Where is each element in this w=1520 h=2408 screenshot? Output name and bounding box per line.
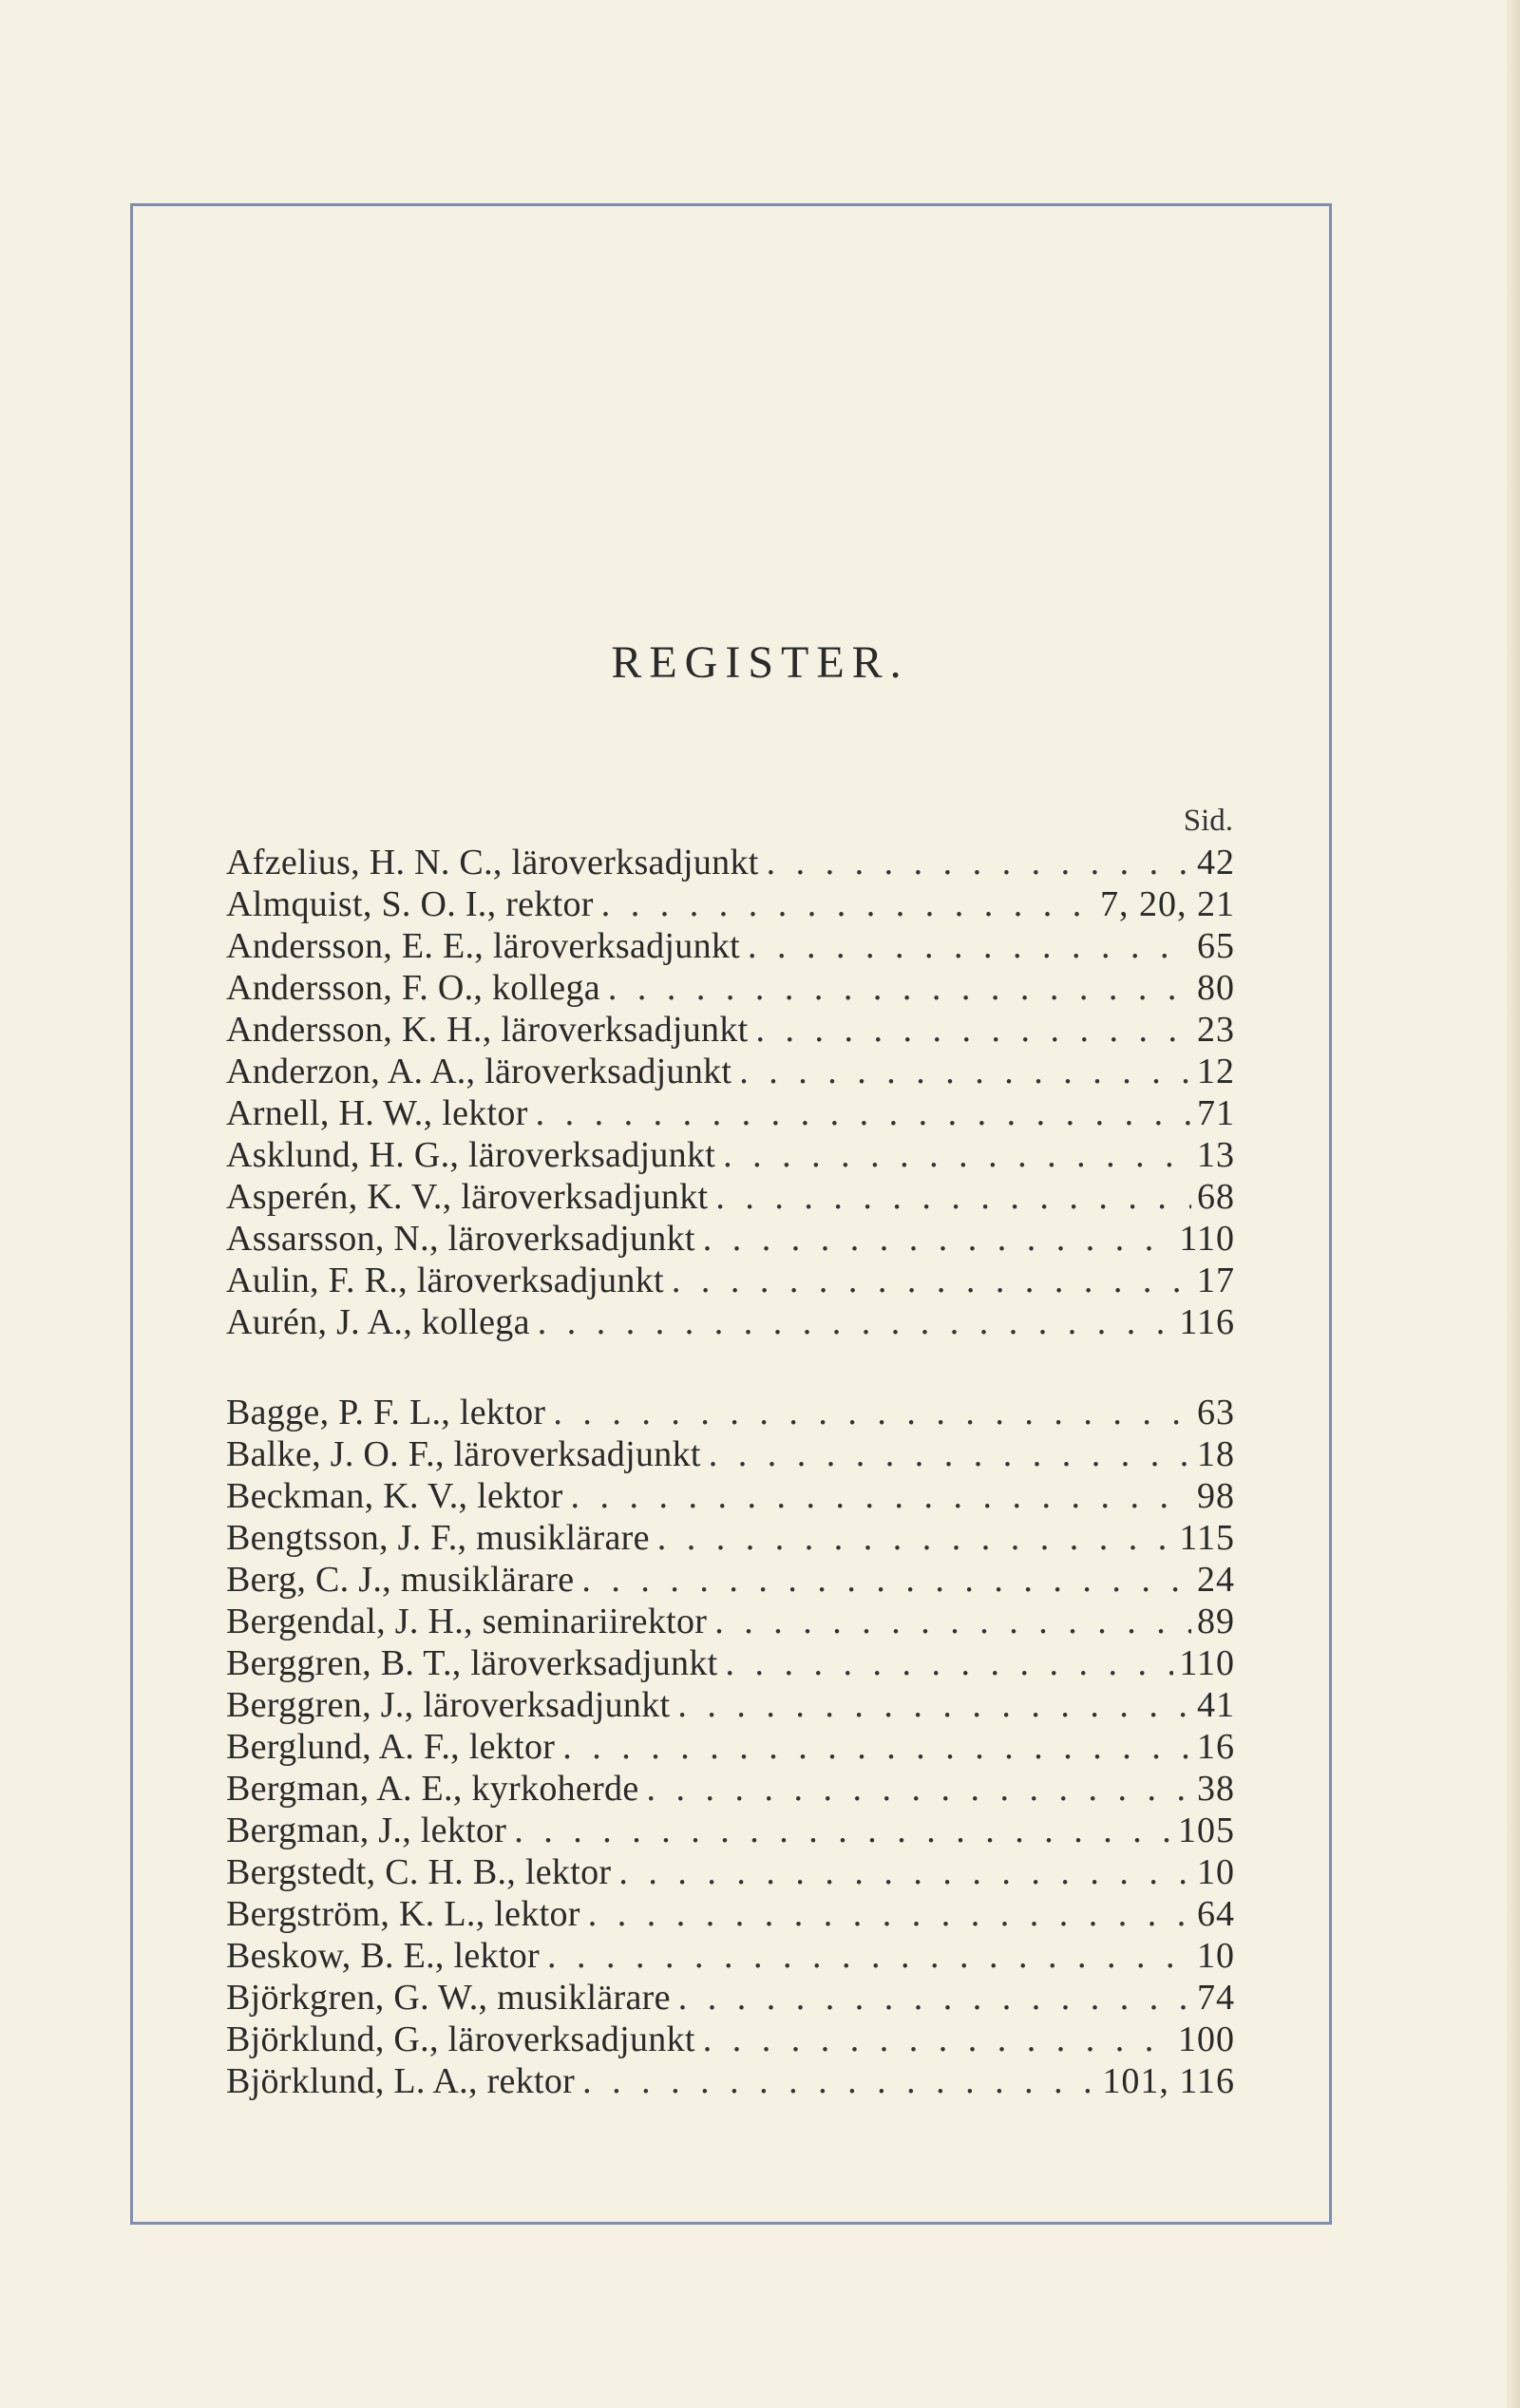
dot-leader: [588, 1893, 1191, 1935]
dot-leader: [536, 1092, 1191, 1134]
dot-leader: [703, 1218, 1174, 1260]
register-entry: [226, 2060, 1235, 2102]
entry-page: 100: [1178, 2019, 1235, 2059]
dot-leader: [562, 1726, 1191, 1768]
entry-page: 38: [1197, 1769, 1235, 1809]
register-entry: [226, 1642, 1235, 1684]
entry-name: Berggren, B. T., läroverksadjunkt: [226, 1643, 718, 1683]
register-entry: [226, 1517, 1235, 1559]
entry-page: 116: [1179, 1302, 1235, 1342]
entry-page: 71: [1197, 1093, 1235, 1133]
entry-page: 10: [1197, 1852, 1235, 1892]
entry-name: Björkgren, G. W., musiklärare: [226, 1978, 671, 2018]
dot-leader: [739, 1051, 1191, 1092]
entry-name: Bergman, J., lektor: [226, 1811, 507, 1850]
entry-name: Bergendal, J. H., seminariirektor: [226, 1602, 708, 1641]
register-entry: [226, 1559, 1235, 1601]
entry-page: 63: [1197, 1393, 1235, 1432]
register-entry: [226, 1092, 1235, 1134]
entry-page: 105: [1178, 1811, 1235, 1850]
register-entry: [226, 1218, 1235, 1260]
entry-name: Aurén, J. A., kollega: [226, 1302, 530, 1342]
entry-name: Berglund, A. F., lektor: [226, 1727, 556, 1767]
entry-page: 42: [1197, 843, 1235, 882]
entry-name: Asperén, K. V., läroverksadjunkt: [226, 1177, 709, 1217]
register-entry: [226, 1810, 1235, 1851]
register-entry: [226, 1851, 1235, 1893]
entry-page: 18: [1197, 1434, 1235, 1474]
register-group-b: [226, 1392, 1235, 2102]
register-entry: [226, 1260, 1235, 1301]
page-column-header: Sid.: [1183, 804, 1233, 838]
dot-leader: [672, 1260, 1191, 1301]
entry-page: 110: [1179, 1643, 1235, 1683]
entry-name: Bergström, K. L., lektor: [226, 1894, 580, 1934]
dot-leader: [618, 1851, 1191, 1893]
register-entry: [226, 1392, 1235, 1433]
dot-leader: [767, 842, 1191, 883]
entry-name: Bagge, P. F. L., lektor: [226, 1393, 546, 1432]
dot-leader: [723, 1134, 1191, 1176]
entry-page: 13: [1197, 1135, 1235, 1175]
dot-leader: [715, 1176, 1191, 1218]
dot-leader: [608, 967, 1191, 1009]
entry-page: 10: [1197, 1936, 1235, 1976]
dot-leader: [647, 1768, 1191, 1810]
dot-leader: [582, 2060, 1096, 2102]
entry-page: 16: [1197, 1727, 1235, 1767]
entry-name: Almquist, S. O. I., rektor: [226, 884, 594, 924]
dot-leader: [547, 1935, 1191, 1977]
entry-page: 74: [1197, 1978, 1235, 2018]
register-entry: [226, 1601, 1235, 1642]
dot-leader: [538, 1301, 1174, 1343]
dot-leader: [726, 1642, 1174, 1684]
register-entry: [226, 1176, 1235, 1218]
entry-name: Afzelius, H. N. C., läroverksadjunkt: [226, 843, 759, 882]
entry-page: 41: [1197, 1685, 1235, 1725]
entry-page: 80: [1197, 968, 1235, 1008]
register-entry: [226, 1009, 1235, 1051]
entry-name: Bengtsson, J. F., musiklärare: [226, 1518, 650, 1558]
entry-page: 110: [1179, 1219, 1235, 1259]
entry-name: Asklund, H. G., läroverksadjunkt: [226, 1135, 716, 1175]
page-title: REGISTER.: [611, 637, 909, 688]
register-entry: [226, 842, 1235, 883]
dot-leader: [714, 1601, 1191, 1642]
register-entry: [226, 1977, 1235, 2019]
register-entry: [226, 1893, 1235, 1935]
entry-page: 64: [1197, 1894, 1235, 1934]
register-entry: [226, 1051, 1235, 1092]
register-entry: [226, 1726, 1235, 1768]
entry-name: Beskow, B. E., lektor: [226, 1936, 540, 1976]
register-entry: [226, 2019, 1235, 2060]
dot-leader: [571, 1475, 1191, 1517]
entry-page: 23: [1197, 1010, 1235, 1050]
entry-name: Anderzon, A. A., läroverksadjunkt: [226, 1052, 732, 1091]
entry-page: 68: [1197, 1177, 1235, 1217]
entry-page: 65: [1197, 926, 1235, 966]
dot-leader: [601, 883, 1094, 925]
register-entry: [226, 925, 1235, 967]
entry-name: Björklund, L. A., rektor: [226, 2061, 576, 2101]
dot-leader: [553, 1392, 1191, 1433]
dot-leader: [748, 925, 1191, 967]
entry-name: Beckman, K. V., lektor: [226, 1476, 563, 1516]
entry-name: Andersson, F. O., kollega: [226, 968, 600, 1008]
entry-name: Bergstedt, C. H. B., lektor: [226, 1852, 612, 1892]
dot-leader: [678, 1977, 1191, 2019]
register-entry: [226, 967, 1235, 1009]
entry-page: 101, 116: [1102, 2061, 1235, 2101]
dot-leader: [703, 2019, 1172, 2060]
register-entry: [226, 883, 1235, 925]
register-entry: [226, 1684, 1235, 1726]
entry-page: 98: [1197, 1476, 1235, 1516]
entry-name: Björklund, G., läroverksadjunkt: [226, 2019, 695, 2059]
entry-name: Balke, J. O. F., läroverksadjunkt: [226, 1434, 701, 1474]
entry-page: 24: [1197, 1560, 1235, 1600]
dot-leader: [581, 1559, 1191, 1601]
dot-leader: [677, 1684, 1191, 1726]
dot-leader: [709, 1433, 1191, 1475]
entry-name: Berggren, J., läroverksadjunkt: [226, 1685, 671, 1725]
entry-page: 115: [1179, 1518, 1235, 1558]
entry-page: 7, 20, 21: [1100, 884, 1235, 924]
register-entry: [226, 1301, 1235, 1343]
dot-leader: [756, 1009, 1192, 1051]
entry-page: 17: [1197, 1261, 1235, 1300]
entry-name: Assarsson, N., läroverksadjunkt: [226, 1219, 695, 1259]
entry-name: Berg, C. J., musiklärare: [226, 1560, 575, 1600]
register-entry: [226, 1433, 1235, 1475]
register-entry: [226, 1475, 1235, 1517]
register-group-a: [226, 842, 1235, 1343]
page-edge: [1507, 0, 1520, 2408]
dot-leader: [514, 1810, 1172, 1851]
entry-name: Aulin, F. R., läroverksadjunkt: [226, 1261, 664, 1300]
dot-leader: [657, 1517, 1174, 1559]
entry-page: 12: [1197, 1052, 1235, 1091]
register-entry: [226, 1768, 1235, 1810]
entry-name: Andersson, E. E., läroverksadjunkt: [226, 926, 741, 966]
entry-page: 89: [1197, 1602, 1235, 1641]
entry-name: Bergman, A. E., kyrkoherde: [226, 1769, 639, 1809]
entry-name: Arnell, H. W., lektor: [226, 1093, 528, 1133]
register-entry: [226, 1935, 1235, 1977]
entry-name: Andersson, K. H., läroverksadjunkt: [226, 1010, 749, 1050]
register-entry: [226, 1134, 1235, 1176]
